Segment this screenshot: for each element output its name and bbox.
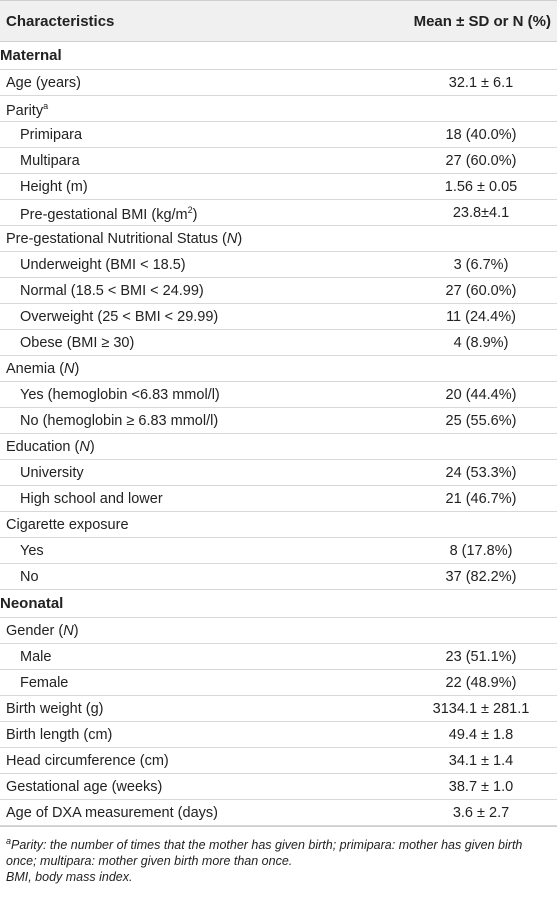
table-row: [0, 722, 557, 748]
section-row: [0, 590, 557, 618]
footnote-parity: $^a$Parity: the number of times that the mother has given birth; primipara: mother has given birth once; multipara: mother given birth more than once.: [6, 836, 523, 869]
row-value: 3 (6.7%): [453, 257, 509, 273]
row-label: Gestational age (weeks): [6, 779, 163, 795]
table-footnotes: [0, 826, 557, 885]
table-row: [0, 382, 557, 408]
row-label: Height (m): [20, 179, 88, 195]
row-label: Pre-gestational Nutritional Status (N): [6, 231, 243, 247]
row-label: No: [20, 569, 39, 585]
row-value: 4 (8.9%): [453, 335, 509, 351]
table-row: [0, 122, 557, 148]
row-value: 1.56 ± 0.05: [444, 179, 518, 195]
row-label: Anemia (N): [6, 361, 80, 377]
table-row: [0, 434, 557, 460]
row-value: 34.1 ± 1.4: [448, 753, 514, 769]
table-row: [0, 564, 557, 590]
row-label: Cigarette exposure: [6, 517, 129, 533]
row-label: Birth length (cm): [6, 727, 113, 743]
row-value: 22 (48.9%): [445, 675, 517, 691]
table-row: [0, 618, 557, 644]
table-row: [0, 486, 557, 512]
row-label: Pre-gestational BMI $(kg/m^2)$: [20, 205, 198, 223]
row-label: Gender (N): [6, 623, 79, 639]
row-label: Age (years): [6, 75, 81, 91]
row-value: 27 (60.0%): [445, 153, 517, 169]
row-label: University: [20, 465, 84, 481]
header-characteristics: Characteristics: [6, 13, 115, 30]
row-value: 38.7 ± 1.0: [448, 779, 514, 795]
row-label: Male: [20, 649, 52, 665]
table-row: [0, 512, 557, 538]
row-label: Parity$^a$: [6, 101, 49, 119]
table-row: [0, 252, 557, 278]
header-mean-sd: Mean ± SD or N (%): [413, 13, 551, 30]
row-label: Multipara: [20, 153, 80, 169]
table-row: [0, 774, 557, 800]
row-value: 3134.1 ± 281.1: [432, 701, 530, 717]
row-value: 49.4 ± 1.8: [448, 727, 514, 743]
table-row: [0, 278, 557, 304]
table-row: [0, 226, 557, 252]
row-value: 3.6 ± 2.7: [452, 805, 510, 821]
table-row: [0, 148, 557, 174]
footnote-bmi: BMI, body mass index.: [6, 870, 133, 885]
row-label: Obese (BMI ≥ 30): [20, 335, 135, 351]
table-row: [0, 644, 557, 670]
row-value: 23 (51.1%): [445, 649, 517, 665]
table-row: [0, 800, 557, 826]
table-row: [0, 670, 557, 696]
row-label: Female: [20, 675, 69, 691]
row-label: High school and lower: [20, 491, 163, 507]
row-value: 32.1 ± 6.1: [448, 75, 514, 91]
table-row: [0, 96, 557, 122]
table-row: [0, 408, 557, 434]
row-label: Age of DXA measurement (days): [6, 805, 218, 821]
table-row: [0, 330, 557, 356]
row-label: Head circumference (cm): [6, 753, 169, 769]
table-header: [0, 0, 557, 42]
row-value: 8 (17.8%): [449, 543, 513, 559]
table-row: [0, 748, 557, 774]
row-label: Yes: [20, 543, 44, 559]
table-row: [0, 696, 557, 722]
table-row: [0, 538, 557, 564]
table-row: [0, 460, 557, 486]
row-value: 27 (60.0%): [445, 283, 517, 299]
table-row: [0, 70, 557, 96]
row-label: Yes (hemoglobin <6.83 mmol/l): [20, 387, 220, 403]
table-row: [0, 174, 557, 200]
row-label: Normal (18.5 < BMI < 24.99): [20, 283, 204, 299]
row-label: Education (N): [6, 439, 95, 455]
section-row: [0, 42, 557, 70]
row-label: Maternal: [0, 47, 62, 64]
row-label: Underweight (BMI < 18.5): [20, 257, 186, 273]
row-value: 23.8±4.1: [452, 205, 510, 221]
row-label: No (hemoglobin ≥ 6.83 mmol/l): [20, 413, 219, 429]
table-row: [0, 356, 557, 382]
row-label: Neonatal: [0, 595, 64, 612]
row-value: 21 (46.7%): [445, 491, 517, 507]
row-value: 25 (55.6%): [445, 413, 517, 429]
row-value: 11 (24.4%): [446, 309, 516, 325]
row-value: 20 (44.4%): [445, 387, 517, 403]
table-row: [0, 200, 557, 226]
row-label: Primipara: [20, 127, 83, 143]
row-value: 37 (82.2%): [445, 569, 517, 585]
row-value: 24 (53.3%): [445, 465, 517, 481]
row-label: Birth weight (g): [6, 701, 104, 717]
table-body: [0, 42, 557, 826]
row-value: 18 (40.0%): [445, 127, 517, 143]
table-row: [0, 304, 557, 330]
row-label: Overweight (25 < BMI < 29.99): [20, 309, 219, 325]
